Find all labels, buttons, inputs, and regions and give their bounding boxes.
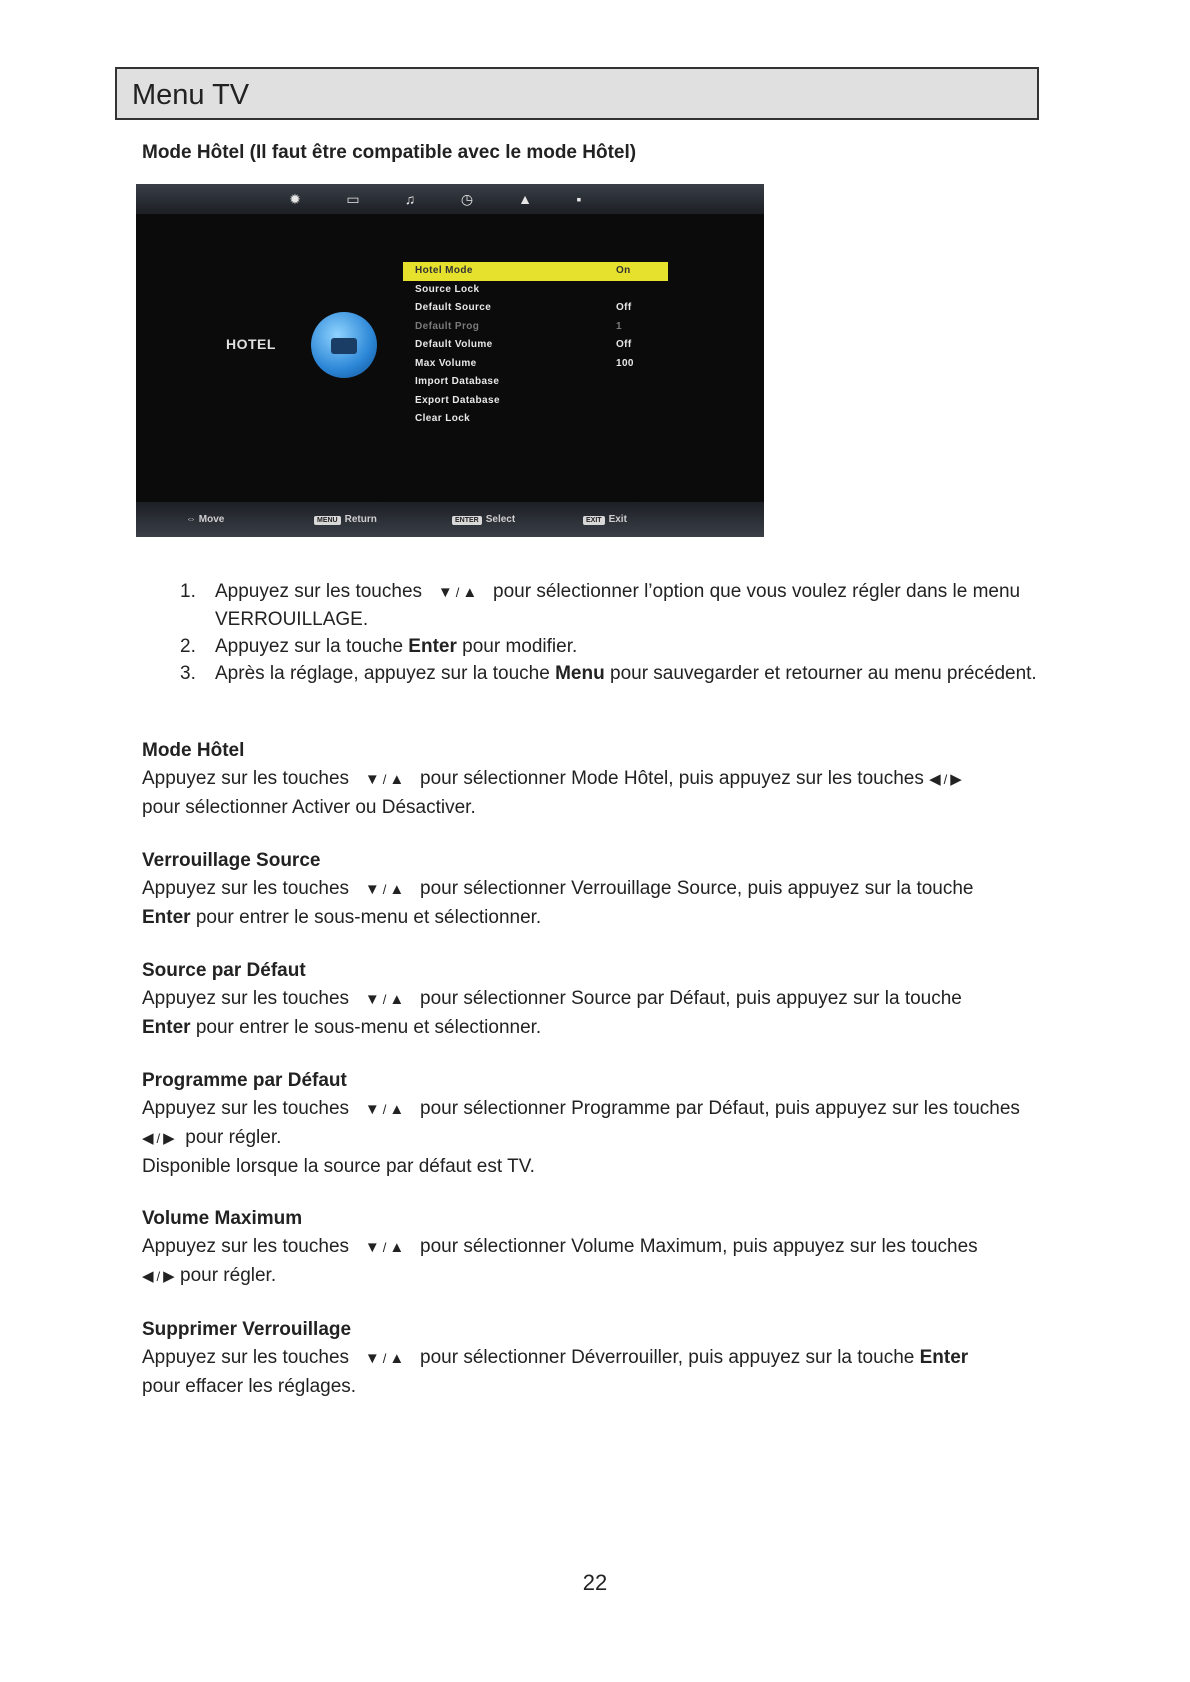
section-max-volume [142,1205,1042,1291]
step-text: Après la réglage, appuyez sur la touche [215,663,556,684]
text: Appuyez sur les touches [142,1098,350,1119]
tv-menu-item-label: Clear Lock [415,413,471,424]
down-arrow-icon: ▼ [364,1101,380,1118]
tv-menu-item-label: Default Source [415,302,492,313]
left-arrow-icon: ◀ [142,1130,154,1147]
down-arrow-icon: ▼ [364,1239,380,1256]
separator: / [382,992,387,1007]
tv-hotel-menu [403,262,668,429]
tv-menu-item-label: Import Database [415,376,500,387]
section-heading: Volume Maximum [142,1208,303,1229]
text: Appuyez sur les touches [142,878,350,899]
step-text: pour modifier. [456,636,578,657]
separator: / [382,1102,387,1117]
step-text: Appuyez sur la touche [215,636,409,657]
separator: / [382,1351,387,1366]
tv-menu-item[interactable] [403,410,668,429]
tv-hint-label: Move [198,514,225,525]
section-hotel-mode [142,737,1042,822]
down-arrow-icon: ▼ [364,881,380,898]
left-arrow-icon: ◀ [929,771,941,788]
tv-menu-item-value: On [616,265,631,276]
right-arrow-icon: ▶ [950,771,962,788]
move-arrows-icon: ⇔ [186,514,196,525]
up-arrow-icon: ▲ [389,1101,405,1118]
right-arrow-icon: ▶ [163,1130,175,1147]
key-name: Enter [142,907,191,928]
grid-icon: ▪ [576,191,582,207]
up-arrow-icon: ▲ [389,991,405,1008]
tv-screenshot [136,184,764,537]
down-arrow-icon: ▼ [364,1350,380,1367]
tv-menu-item-label: Hotel Mode [415,265,473,276]
tv-top-bar [136,184,764,214]
tv-menu-item-label: Default Volume [415,339,493,350]
step-item [180,660,1040,687]
step-number: 2. [180,636,196,657]
key-name: Enter [142,1017,191,1038]
tv-menu-item-value: 100 [616,357,634,369]
menu-key-icon: MENU [314,516,341,525]
instruction-steps [180,578,1040,687]
down-arrow-icon: ▼ [437,584,453,601]
tv-menu-item-label: Max Volume [415,357,477,369]
section-text [142,875,1042,932]
tv-menu-item-label: Export Database [415,394,500,406]
tv-menu-item-value: Off [616,339,632,350]
text: pour sélectionner Mode Hôtel, puis appuyez sur les touches [420,768,924,789]
right-arrow-icon: ▶ [163,1268,175,1285]
section-heading: Source par Défaut [142,960,306,981]
text: pour entrer le sous-menu et sélectionner. [190,1017,542,1038]
separator: / [382,772,387,787]
section-title: Menu TV [132,79,250,111]
tv-menu-item[interactable] [403,355,668,374]
subsection-title: Mode Hôtel (Il faut être compatible avec le mode Hôtel) [142,142,637,163]
section-text [142,1095,1042,1181]
left-arrow-icon: ◀ [142,1268,154,1285]
down-arrow-icon: ▼ [364,771,380,788]
lock-icon: ▲ [518,191,532,207]
step-key: Menu [555,663,605,684]
section-header [115,67,1039,120]
step-text: Appuyez sur les touches [215,581,423,602]
tv-hint-label: Select [485,514,516,525]
up-arrow-icon: ▲ [389,1239,405,1256]
enter-key-icon: ENTER [452,516,482,525]
tv-hint-bar [136,502,764,537]
separator: / [382,882,387,897]
text: pour sélectionner Déverrouiller, puis appuyez sur la touche [420,1347,915,1368]
separator: / [943,772,948,787]
tv-hint-return [314,514,377,525]
tv-menu-item[interactable] [403,336,668,355]
section-text [142,765,1042,822]
tv-menu-item[interactable] [403,373,668,392]
section-default-program [142,1067,1042,1181]
tv-hint-label: Exit [608,514,627,525]
up-arrow-icon: ▲ [389,771,405,788]
section-heading: Verrouillage Source [142,850,321,871]
exit-key-icon: EXIT [583,516,605,525]
text: pour sélectionner Verrouillage Source, puis appuyez sur la touche [420,878,974,899]
separator: / [382,1240,387,1255]
page-number: 22 [582,1570,608,1595]
section-text [142,1344,1042,1401]
step-number: 1. [180,581,196,602]
text: pour entrer le sous-menu et sélectionner. [190,907,542,928]
text: pour régler. [180,1265,277,1286]
tv-menu-item-label: Source Lock [415,283,480,295]
screen-icon: ▭ [346,191,360,207]
section-heading: Supprimer Verrouillage [142,1319,352,1340]
section-heading: Mode Hôtel [142,740,245,761]
up-arrow-icon: ▲ [389,881,405,898]
tv-hint-label: Return [344,514,377,525]
tv-menu-item-value: 1 [616,320,622,332]
text: Appuyez sur les touches [142,988,350,1009]
text: pour sélectionner Source par Défaut, puis appuyez sur la touche [420,988,962,1009]
step-key: Enter [408,636,457,657]
separator: / [455,585,460,600]
tv-menu-item-label: Default Prog [415,320,480,332]
tv-hint-move [186,514,224,525]
step-item [180,578,1040,633]
tv-menu-item[interactable] [403,299,668,318]
section-default-source [142,957,1042,1042]
tv-menu-item [403,318,668,337]
up-arrow-icon: ▲ [389,1350,405,1367]
section-clear-lock [142,1316,1042,1401]
tv-hotel-label: HOTEL [226,336,276,352]
tv-menu-item[interactable] [403,262,668,281]
text: Appuyez sur les touches [142,1236,350,1257]
tv-menu-item[interactable] [403,392,668,411]
section-heading: Programme par Défaut [142,1070,347,1091]
tv-hint-select [452,514,515,525]
text: pour sélectionner Programme par Défaut, puis appuyez sur les touches [420,1098,1020,1119]
step-item [180,633,1040,660]
hotel-globe-icon [311,312,377,378]
step-number: 3. [180,663,196,684]
text: pour sélectionner Volume Maximum, puis appuyez sur les touches [420,1236,978,1257]
gear-icon: ✹ [289,191,301,207]
music-icon: ♫ [404,191,416,207]
tv-menu-item-value: Off [616,302,632,313]
down-arrow-icon: ▼ [364,991,380,1008]
step-text: pour sélectionner l’option que vous voulez régler dans le menu VERROUILLAGE. [215,581,1021,630]
step-text: pour sauvegarder et retourner au menu précédent. [604,663,1037,684]
tv-hint-exit [583,514,627,525]
section-text [142,1233,1042,1291]
text: pour régler. [185,1127,282,1148]
clock-icon: ◷ [460,191,474,207]
separator: / [156,1269,161,1284]
text: Disponible lorsque la source par défaut est TV. [142,1156,535,1177]
text: pour effacer les réglages. [142,1376,357,1397]
text: Appuyez sur les touches [142,768,350,789]
text: Appuyez sur les touches [142,1347,350,1368]
text: pour sélectionner Activer ou Désactiver. [142,797,476,818]
section-text [142,985,1042,1042]
up-arrow-icon: ▲ [462,584,478,601]
separator: / [156,1131,161,1146]
key-name: Enter [919,1347,969,1368]
tv-menu-item[interactable] [403,281,668,300]
section-source-lock [142,847,1042,932]
